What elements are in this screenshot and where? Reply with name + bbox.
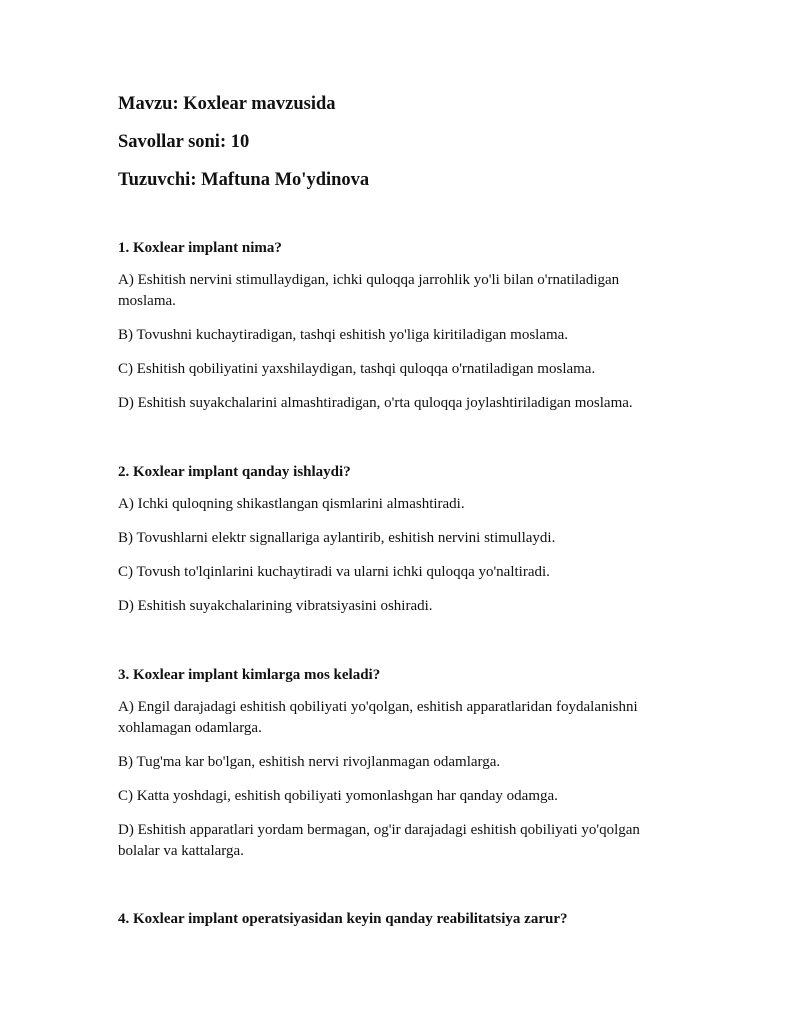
option-c: C) Tovush to'lqinlarini kuchaytiradi va ularni ichki quloqqa yo'naltiradi. <box>118 564 550 580</box>
option-b: B) Tovushlarni elektr signallariga aylantirib, eshitish nervini stimullaydi. <box>118 530 556 546</box>
option-a: A) Ichki quloqning shikastlangan qismlarini almashtiradi. <box>118 496 465 512</box>
topic-line: Mavzu: Koxlear mavzusida <box>118 94 336 114</box>
option-d: D) Eshitish suyakchalarining vibratsiyasini oshiradi. <box>118 598 433 614</box>
option-d: D) Eshitish suyakchalarini almashtiradigan, o'rta quloqqa joylashtiriladigan moslama. <box>118 395 633 411</box>
question-3 <box>118 665 678 875</box>
option-b: B) Tug'ma kar bo'lgan, eshitish nervi rivojlanmagan odamlarga. <box>118 754 501 770</box>
option-c: C) Katta yoshdagi, eshitish qobiliyati yomonlashgan har qanday odamga. <box>118 788 558 804</box>
question-title: 3. Koxlear implant kimlarga mos keladi? <box>118 667 381 683</box>
question-title: 4. Koxlear implant operatsiyasidan keyin qanday reabilitatsiya zarur? <box>118 911 568 927</box>
option-c: C) Eshitish qobiliyatini yaxshilaydigan, tashqi quloqqa o'rnatiladigan moslama. <box>118 361 596 377</box>
question-2 <box>118 462 678 630</box>
document-header <box>118 92 678 192</box>
question-title: 1. Koxlear implant nima? <box>118 240 282 256</box>
option-d: D) Eshitish apparatlari yordam bermagan, og'ir darajadagi eshitish qobiliyati yo'qolgan bolalar va kattalarga. <box>118 822 640 859</box>
question-4 <box>118 909 678 941</box>
question-1 <box>118 238 678 427</box>
option-b: B) Tovushni kuchaytiradigan, tashqi eshitish yo'liga kiritiladigan moslama. <box>118 327 569 343</box>
question-count-line: Savollar soni: 10 <box>118 132 250 152</box>
option-a: A) Engil darajadagi eshitish qobiliyati yo'qolgan, eshitish apparatlaridan foydalanishni xohlamagan odamlarga. <box>118 699 638 736</box>
author-line: Tuzuvchi: Maftuna Mo'ydinova <box>118 170 370 190</box>
question-title: 2. Koxlear implant qanday ishlaydi? <box>118 464 351 480</box>
option-a: A) Eshitish nervini stimullaydigan, ichki quloqqa jarrohlik yo'li bilan o'rnatiladigan moslama. <box>118 272 620 309</box>
